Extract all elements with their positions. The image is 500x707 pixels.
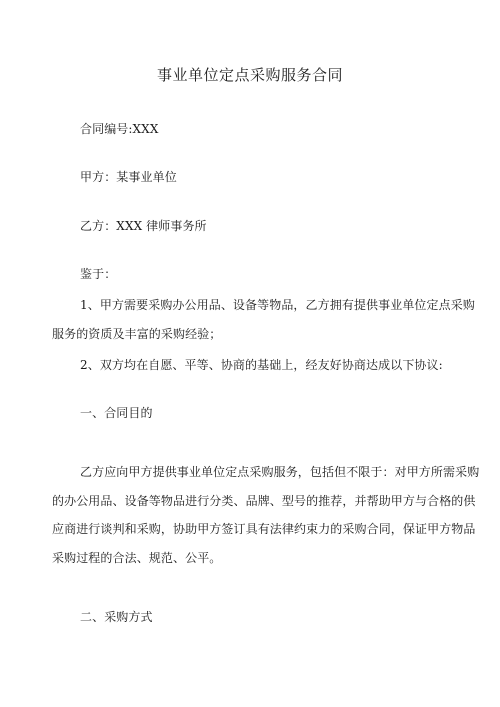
party-b: 乙方：XXX 律师事务所 (80, 219, 207, 233)
section-1-line-3: 应商进行谈判和采购，协助甲方签订具有法律约束力的采购合同，保证甲方物品 (52, 522, 476, 536)
whereas-heading: 鉴于： (80, 267, 117, 281)
party-a: 甲方：某事业单位 (80, 170, 177, 184)
section-1-line-4: 采购过程的合法、规范、公平。 (52, 551, 222, 565)
section-1-heading: 一、合同目的 (80, 406, 153, 420)
clause-2: 2、双方均在自愿、平等、协商的基础上，经友好协商达成以下协议: (80, 358, 443, 372)
clause-1-line-1: 1、甲方需要采购办公用品、设备等物品，乙方拥有提供事业单位定点采购 (80, 298, 475, 312)
section-1-line-1: 乙方应向甲方提供事业单位定点采购服务，包括但不限于：对甲方所需采购 (80, 465, 480, 479)
clause-1-line-2: 服务的资质及丰富的采购经验； (52, 327, 222, 341)
section-1-line-2: 的办公用品、设备等物品进行分类、品牌、型号的推荐，并帮助甲方与合格的供 (52, 494, 476, 508)
contract-number: 合同编号:XXX (80, 122, 159, 136)
document-title: 事业单位定点采购服务合同 (156, 66, 343, 84)
section-2-heading: 二、采购方式 (80, 610, 153, 624)
